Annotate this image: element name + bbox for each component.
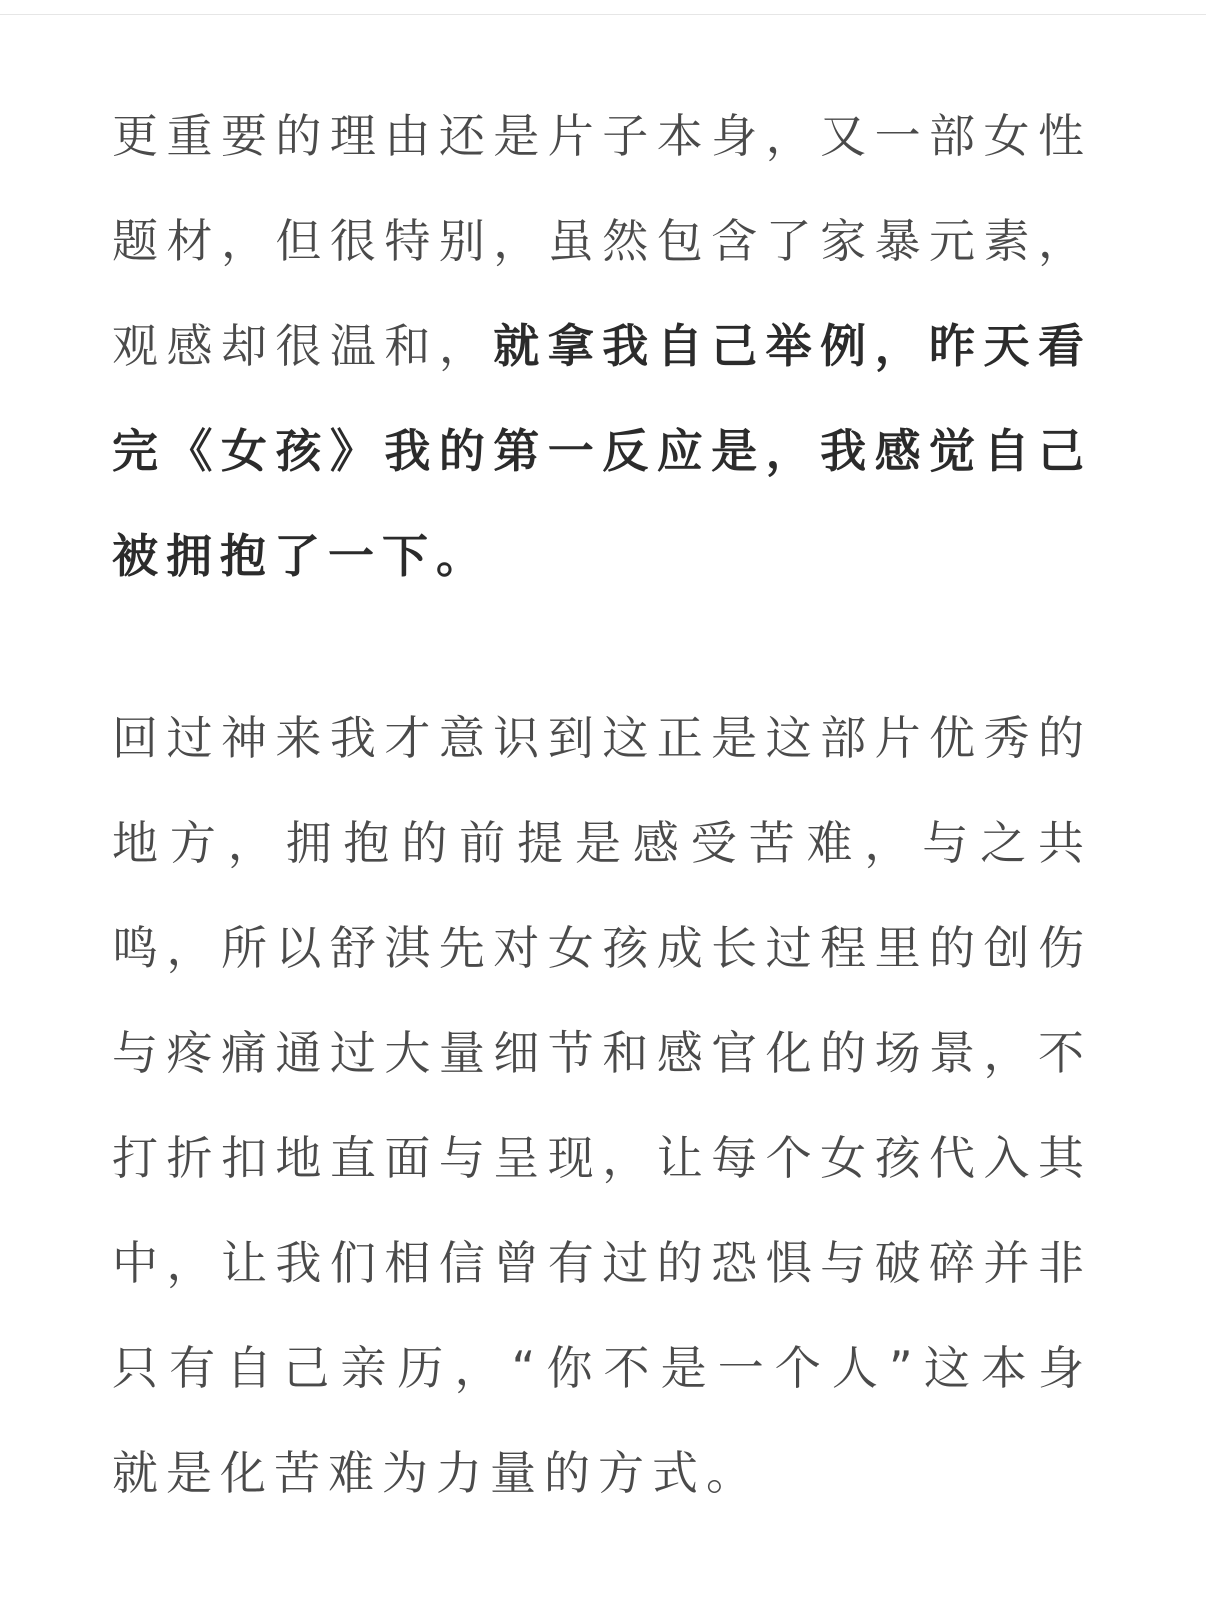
top-divider bbox=[0, 14, 1206, 15]
article-body bbox=[112, 84, 1092, 1526]
paragraph-2 bbox=[112, 686, 1092, 1526]
paragraph-1-emphasis: 就拿我自己举例，昨天看完《女孩》我的第一反应是，我感觉自己被拥抱了一下。 bbox=[112, 319, 1093, 583]
paragraph-1-text: 更重要的理由还是片子本身，又一部女性题材，但很特别，虽然包含了家暴元素，观感却很温和， bbox=[112, 109, 1092, 373]
paragraph-2-text: 回过神来我才意识到这正是这部片优秀的地方，拥抱的前提是感受苦难，与之共鸣，所以舒淇先对女孩成长过程里的创伤与疼痛通过大量细节和感官化的场景，不打折扣地直面与呈现，让每个女孩代入其中，让我们相信曾有过的恐惧与破碎并非只有自己亲历，“你不是一个人”这本身就是化苦难为力量的方式。 bbox=[112, 711, 1092, 1500]
paragraph-1 bbox=[112, 84, 1092, 609]
